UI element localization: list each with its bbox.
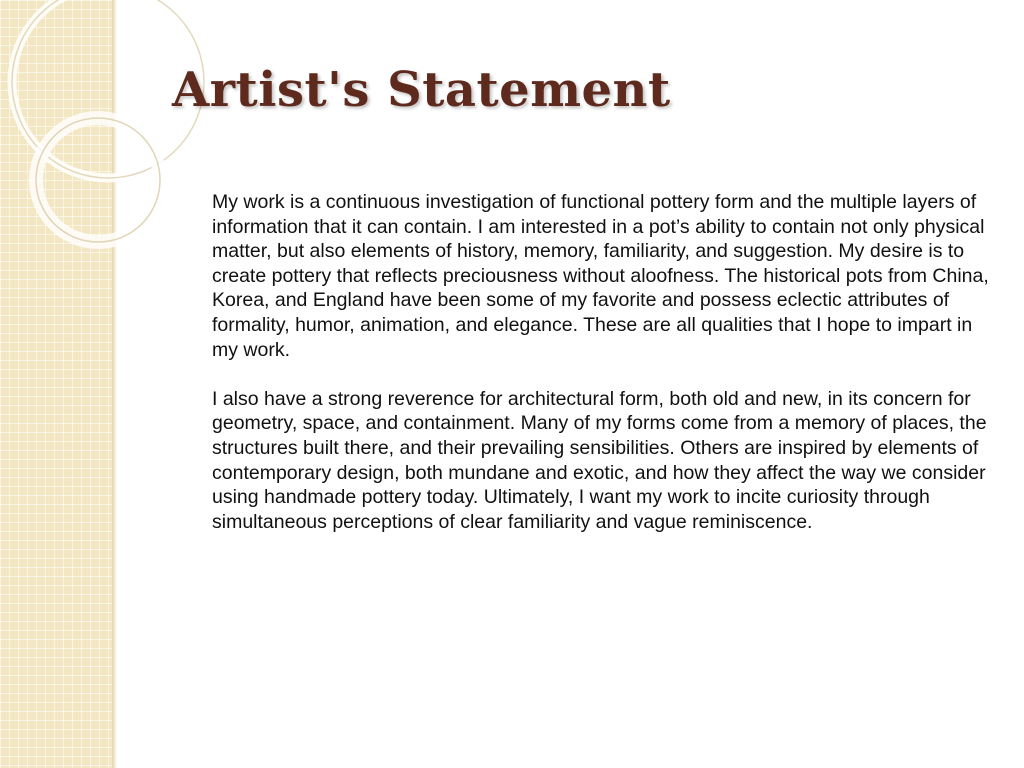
statement-body [212,190,992,559]
statement-paragraph-2: I also have a strong reverence for architectural form, both old and new, in its concern for geometry, space, and containment. Many of my forms come from a memory of places, the structures built there, and their prevailing sensibilities. Others are inspired by elements of contemporary design, both mundane and exotic, and how they affect the way we consider using handmade pottery today. Ultimately, I want my work to incite curiosity through simultaneous perceptions of clear familiarity and vague reminiscence. [212,387,987,533]
decorative-rings [0,0,200,260]
slide-title: Artist's Statement [172,62,671,118]
statement-paragraph-1: My work is a continuous investigation of functional pottery form and the multiple layers of information that it can contain. I am interested in a pot’s ability to contain not only physical matter, but also elements of history, memory, familiarity, and suggestion. My desire is to create pottery that reflects preciousness without aloofness. The historical pots from China, Korea, and England have been some of my favorite and possess eclectic attributes of formality, humor, animation, and elegance. These are all qualities that I hope to impart in my work. [212,191,989,361]
